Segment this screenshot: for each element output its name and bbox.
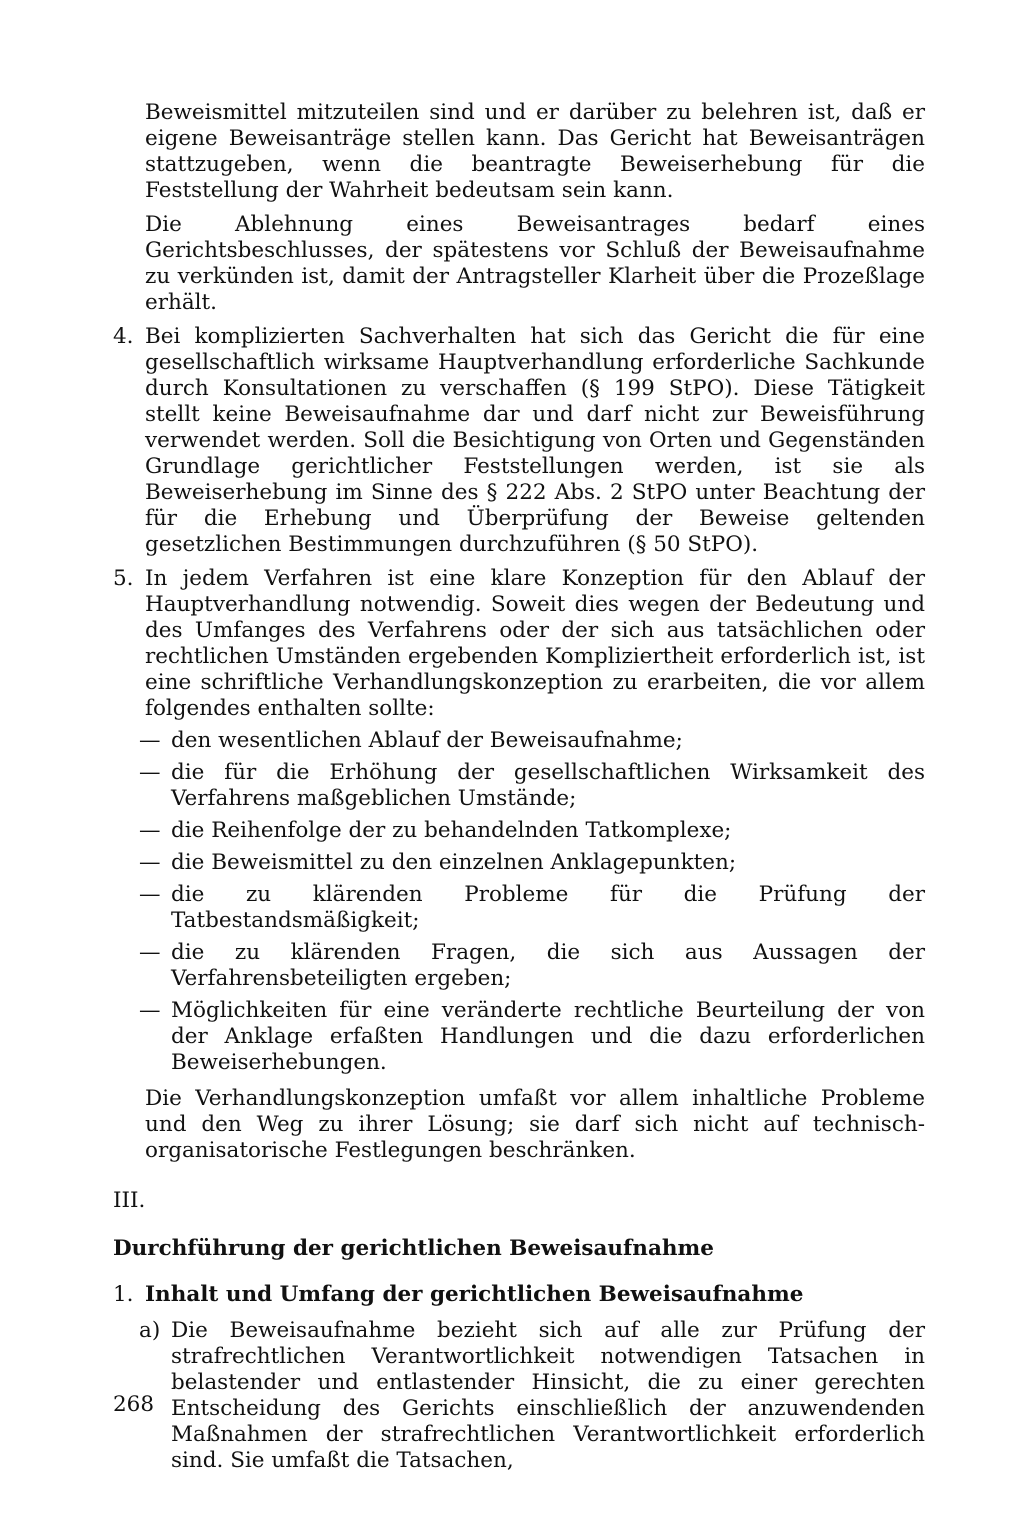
subitem-mark: a) — [139, 1318, 161, 1343]
subsection-title: Inhalt und Umfang der gerichtlichen Beweisaufnahme — [145, 1282, 804, 1307]
dash-mark: — — [139, 728, 161, 753]
dash-mark: — — [139, 940, 161, 965]
list-item: — Möglichkeiten für eine veränderte rechtliche Beurteilung der von der Anklage erfaßten Handlungen und die dazu erforderlichen Beweiserhebungen. — [139, 998, 925, 1075]
dash-mark: — — [139, 882, 161, 907]
paragraph-rejection: Die Ablehnung eines Beweisantrages bedarf eines Gerichtsbeschlusses, der spätestens vor Schluß der Beweisaufnahme zu verkünden ist, damit der Antragsteller Klarheit über die Prozeßlage erhält. — [145, 212, 925, 315]
paragraph-closing: Die Verhandlungskonzeption umfaßt vor allem inhaltliche Probleme und den Weg zu ihrer Lösung; sie darf sich nicht auf technisch-organisatorische Festlegungen beschränken. — [145, 1086, 925, 1163]
subitem-text: Die Beweisaufnahme bezieht sich auf alle zur Prüfung der strafrechtlichen Verantwortlichkeit notwendigen Tatsachen in belastender und entlastender Hinsicht, die zu einer gerechten Entscheidung des Gerichts einschließlich der anzuwendenden Maßnahmen der strafrechtlichen Verantwortlichkeit erforderlich sind. Sie umfaßt die Tatsachen, — [171, 1318, 925, 1473]
list-item-4 — [113, 324, 925, 558]
item-number: 5. — [113, 566, 134, 591]
subsection-heading — [113, 1282, 925, 1308]
page-number: 268 — [113, 1392, 155, 1417]
page-body — [113, 100, 925, 1474]
item-number: 4. — [113, 324, 134, 349]
dash-mark: — — [139, 818, 161, 843]
list-item-5 — [113, 566, 925, 722]
dash-mark: — — [139, 850, 161, 875]
item-text: Bei komplizierten Sachverhalten hat sich das Gericht die für eine gesellschaftlich wirksame Hauptverhandlung erforderliche Sachkunde durch Konsultationen zu verschaffen (§ 199 StPO). Diese Tätigkeit stellt keine Beweisaufnahme dar und darf nicht zur Beweisführung verwendet werden. Soll die Besichtigung von Orten und Gegenständen Grundlage gerichtlicher Feststellungen werden, ist sie als Beweiserhebung im Sinne des § 222 Abs. 2 StPO unter Beachtung der für die Erhebung und Überprüfung der Beweise geltenden gesetzlichen Bestimmungen durchzuführen (§ 50 StPO). — [145, 324, 925, 557]
bullet-list — [113, 728, 925, 1076]
list-item: — die Beweismittel zu den einzelnen Anklagepunkten; — [139, 850, 737, 875]
list-item: — den wesentlichen Ablauf der Beweisaufnahme; — [139, 728, 683, 753]
list-item: — die zu klärenden Fragen, die sich aus Aussagen der Verfahrensbeteiligten ergeben; — [139, 940, 925, 991]
list-item: — die zu klärenden Probleme für die Prüfung der Tatbestandsmäßigkeit; — [139, 882, 925, 933]
list-item: — die Reihenfolge der zu behandelnden Tatkomplexe; — [139, 818, 732, 843]
list-item: — die für die Erhöhung der gesellschaftlichen Wirksamkeit des Verfahrens maßgeblichen Umstände; — [139, 760, 925, 811]
item-text: In jedem Verfahren ist eine klare Konzeption für den Ablauf der Hauptverhandlung notwendig. Soweit dies wegen der Bedeutung und des Umfanges des Verfahrens oder der sich aus tatsächlichen oder rechtlichen Umständen ergebenden Kompliziertheit erforderlich ist, ist eine schriftliche Verhandlungskonzeption zu erarbeiten, die vor allem folgendes enthalten sollte: — [145, 566, 925, 721]
dash-mark: — — [139, 998, 161, 1023]
paragraph-continuation: Beweismittel mitzuteilen sind und er darüber zu belehren ist, daß er eigene Beweisanträge stellen kann. Das Gericht hat Beweisanträgen stattzugeben, wenn die beantragte Beweiserhebung für die Feststellung der Wahrheit bedeutsam sein kann. — [145, 100, 925, 203]
dash-mark: — — [139, 760, 161, 785]
subitem-a — [113, 1318, 925, 1474]
subsection-number: 1. — [113, 1282, 134, 1307]
section-number: III. — [113, 1188, 146, 1213]
section-title: Durchführung der gerichtlichen Beweisaufnahme — [113, 1236, 714, 1261]
